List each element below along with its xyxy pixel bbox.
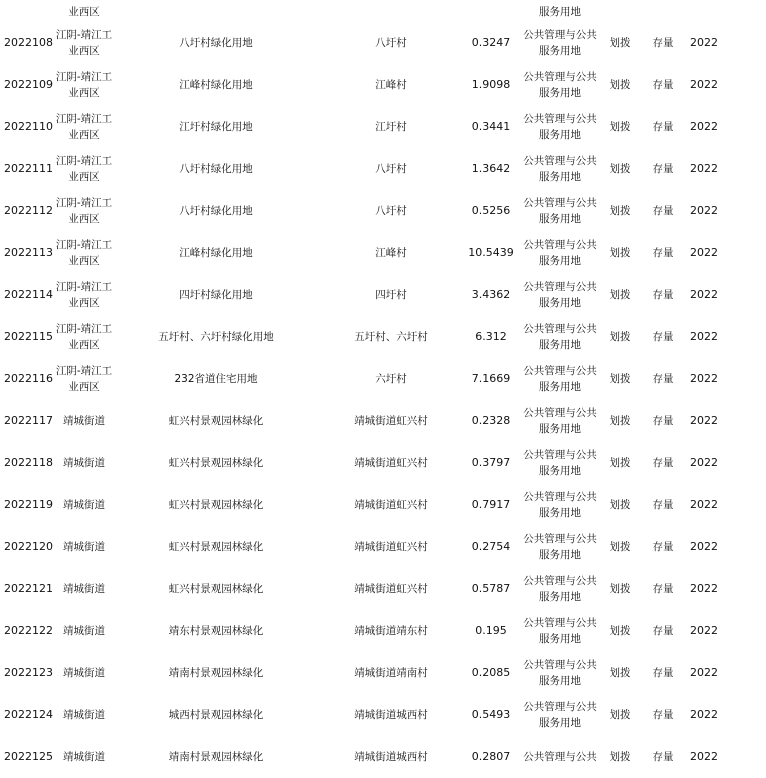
stock-cell: 存量 (652, 709, 674, 721)
table-row (0, 64, 766, 106)
year-cell: 2022 (690, 708, 718, 721)
land-use-cell (518, 148, 602, 190)
district-cell (52, 736, 116, 778)
land-use-line-2: 服务用地 (539, 255, 581, 267)
land-use-cell (518, 232, 602, 274)
land-use-line-1: 公共管理与公共 (523, 155, 597, 167)
land-use-line-1: 公共管理与公共 (523, 617, 597, 629)
village-cell: 江峰村 (375, 247, 407, 259)
district-cell (52, 484, 116, 526)
parcel-id: 2022113 (4, 246, 53, 259)
district-line-1: 江阴-靖江工 (55, 113, 113, 125)
district-cell (52, 190, 116, 232)
supply-mode-cell: 划拨 (609, 205, 631, 217)
supply-mode-cell: 划拨 (609, 709, 631, 721)
supply-mode-cell: 划拨 (609, 751, 631, 763)
year-cell: 2022 (690, 288, 718, 301)
stock-cell: 存量 (652, 247, 674, 259)
district-line-1: 江阴-靖江工 (55, 239, 113, 251)
table-row (0, 190, 766, 232)
district-line-2: 业西区 (68, 381, 100, 393)
area-cell: 1.3642 (471, 162, 511, 175)
supply-mode-cell: 划拨 (609, 163, 631, 175)
area-cell: 0.195 (475, 624, 507, 637)
area-cell: 0.3441 (471, 120, 511, 133)
land-use-cell (518, 736, 602, 778)
district-cell (52, 694, 116, 736)
district-line-1: 靖城街道 (63, 583, 105, 595)
stock-cell: 存量 (652, 79, 674, 91)
stock-cell: 存量 (652, 37, 674, 49)
district-cell (52, 442, 116, 484)
land-use-cell (518, 484, 602, 526)
parcel-name: 虹兴村景观园林绿化 (168, 415, 264, 427)
land-use-cell (518, 442, 602, 484)
land-use-line-2: 服务用地 (539, 591, 581, 603)
land-use-cell (518, 610, 602, 652)
parcel-id: 2022117 (4, 414, 53, 427)
district-line-1: 江阴-靖江工 (55, 29, 113, 41)
village-cell: 靖城街道城西村 (354, 709, 428, 721)
year-cell: 2022 (690, 624, 718, 637)
land-use-line-2: 服务用地 (539, 465, 581, 477)
district-line-2: 业西区 (68, 45, 100, 57)
land-use-cell (518, 652, 602, 694)
village-cell: 六圩村 (375, 373, 407, 385)
area-cell: 0.2328 (471, 414, 511, 427)
parcel-name: 八圩村绿化用地 (179, 205, 253, 217)
parcel-name: 虹兴村景观园林绿化 (168, 583, 264, 595)
year-cell: 2022 (690, 204, 718, 217)
area-cell: 0.3797 (471, 456, 511, 469)
stock-cell: 存量 (652, 205, 674, 217)
parcel-name: 靖东村景观园林绿化 (168, 625, 264, 637)
village-cell: 靖城街道虹兴村 (354, 541, 428, 553)
year-cell: 2022 (690, 414, 718, 427)
land-use-line-1: 公共管理与公共 (523, 751, 597, 763)
village-cell: 靖城街道虹兴村 (354, 499, 428, 511)
land-use-line-2: 服务用地 (539, 507, 581, 519)
stock-cell: 存量 (652, 541, 674, 553)
district-cell (52, 400, 116, 442)
land-use-line-2: 服务用地 (539, 297, 581, 309)
land-use-line-1: 公共管理与公共 (523, 281, 597, 293)
stock-cell: 存量 (652, 457, 674, 469)
land-use-cell (518, 568, 602, 610)
village-cell: 靖城街道城西村 (354, 751, 428, 763)
land-use-line-1: 公共管理与公共 (523, 659, 597, 671)
table-row (0, 694, 766, 736)
area-cell: 0.5493 (471, 708, 511, 721)
district-line-1: 靖城街道 (63, 625, 105, 637)
table-row (0, 274, 766, 316)
village-cell: 江圩村 (375, 121, 407, 133)
area-cell: 1.9098 (471, 78, 511, 91)
land-use-cell (518, 526, 602, 568)
village-cell: 五圩村、六圩村 (354, 331, 428, 343)
year-cell: 2022 (690, 750, 718, 763)
land-use-line-2: 服务用地 (539, 717, 581, 729)
parcel-id: 2022118 (4, 456, 53, 469)
parcel-name: 232省道住宅用地 (174, 373, 258, 385)
area-cell: 7.1669 (471, 372, 511, 385)
area-cell: 6.312 (475, 330, 507, 343)
land-use-line-1: 公共管理与公共 (523, 449, 597, 461)
land-use-cell (518, 106, 602, 148)
table-row (0, 652, 766, 694)
parcel-id: 2022114 (4, 288, 53, 301)
parcel-id: 2022122 (4, 624, 53, 637)
stock-cell: 存量 (652, 289, 674, 301)
land-use-cell (518, 274, 602, 316)
parcel-name: 城西村景观园林绿化 (168, 709, 264, 721)
parcel-id: 2022123 (4, 666, 53, 679)
district-cell (52, 22, 116, 64)
area-cell: 0.5256 (471, 204, 511, 217)
parcel-id: 2022121 (4, 582, 53, 595)
land-use-line-1: 公共管理与公共 (523, 71, 597, 83)
district-line-1: 江阴-靖江工 (55, 323, 113, 335)
parcel-id: 2022111 (4, 162, 53, 175)
supply-mode-cell: 划拨 (609, 499, 631, 511)
land-use-line-1: 公共管理与公共 (523, 365, 597, 377)
parcel-name: 八圩村绿化用地 (179, 163, 253, 175)
parcel-name: 四圩村绿化用地 (179, 289, 253, 301)
district-line-1: 江阴-靖江工 (55, 155, 113, 167)
parcel-name: 江圩村绿化用地 (179, 121, 253, 133)
parcel-name: 江峰村绿化用地 (179, 247, 253, 259)
district-line-1: 靖城街道 (63, 457, 105, 469)
district-line-1: 江阴-靖江工 (55, 281, 113, 293)
village-cell: 靖城街道虹兴村 (354, 583, 428, 595)
district-line-1: 江阴-靖江工 (55, 197, 113, 209)
supply-mode-cell: 划拨 (609, 457, 631, 469)
district-line-1: 江阴-靖江工 (55, 365, 113, 377)
parcel-id: 2022124 (4, 708, 53, 721)
land-use-line-1: 公共管理与公共 (523, 29, 597, 41)
table-row (0, 232, 766, 274)
parcel-id: 2022112 (4, 204, 53, 217)
village-cell: 靖城街道靖东村 (354, 625, 428, 637)
stock-cell: 存量 (652, 415, 674, 427)
supply-mode-cell: 划拨 (609, 373, 631, 385)
table-row (0, 736, 766, 778)
stock-cell: 存量 (652, 121, 674, 133)
supply-mode-cell: 划拨 (609, 121, 631, 133)
district-line-1: 靖城街道 (63, 499, 105, 511)
parcel-id: 2022109 (4, 78, 53, 91)
supply-mode-cell: 划拨 (609, 667, 631, 679)
parcel-id: 2022108 (4, 36, 53, 49)
area-cell: 3.4362 (471, 288, 511, 301)
parcel-id: 2022115 (4, 330, 53, 343)
supply-mode-cell: 划拨 (609, 583, 631, 595)
year-cell: 2022 (690, 330, 718, 343)
land-use-cell (518, 694, 602, 736)
year-cell: 2022 (690, 162, 718, 175)
land-use-line-1: 公共管理与公共 (523, 491, 597, 503)
year-cell: 2022 (690, 498, 718, 511)
parcel-name: 八圩村绿化用地 (179, 37, 253, 49)
district-line-2: 业西区 (68, 87, 100, 99)
land-use-line-1: 公共管理与公共 (523, 533, 597, 545)
district-line-2: 业西区 (68, 297, 100, 309)
supply-mode-cell: 划拨 (609, 415, 631, 427)
village-cell: 八圩村 (375, 163, 407, 175)
parcel-name: 五圩村、六圩村绿化用地 (158, 331, 274, 343)
supply-mode-cell: 划拨 (609, 625, 631, 637)
land-use-line-2: 服务用地 (539, 87, 581, 99)
land-use-line-2: 服务用地 (539, 549, 581, 561)
supply-mode-cell: 划拨 (609, 331, 631, 343)
top-fragment-land-use: 服务用地 (539, 5, 581, 18)
village-cell: 靖城街道靖南村 (354, 667, 428, 679)
year-cell: 2022 (690, 582, 718, 595)
area-cell: 0.3247 (471, 36, 511, 49)
supply-mode-cell: 划拨 (609, 37, 631, 49)
district-cell (52, 358, 116, 400)
table-row (0, 610, 766, 652)
land-use-cell (518, 358, 602, 400)
stock-cell: 存量 (652, 625, 674, 637)
parcel-name: 靖南村景观园林绿化 (168, 667, 264, 679)
stock-cell: 存量 (652, 667, 674, 679)
district-line-1: 靖城街道 (63, 667, 105, 679)
district-cell (52, 148, 116, 190)
village-cell: 靖城街道虹兴村 (354, 457, 428, 469)
parcel-id: 2022119 (4, 498, 53, 511)
stock-cell: 存量 (652, 583, 674, 595)
area-cell: 0.5787 (471, 582, 511, 595)
district-line-2: 业西区 (68, 171, 100, 183)
table-row (0, 22, 766, 64)
village-cell: 靖城街道虹兴村 (354, 415, 428, 427)
table-row (0, 400, 766, 442)
table-row (0, 106, 766, 148)
table-row (0, 148, 766, 190)
land-use-cell (518, 400, 602, 442)
stock-cell: 存量 (652, 373, 674, 385)
district-cell (52, 526, 116, 568)
land-use-line-2: 服务用地 (539, 171, 581, 183)
village-cell: 八圩村 (375, 37, 407, 49)
district-cell (52, 232, 116, 274)
parcel-name: 虹兴村景观园林绿化 (168, 541, 264, 553)
district-cell (52, 106, 116, 148)
land-use-line-1: 公共管理与公共 (523, 239, 597, 251)
year-cell: 2022 (690, 540, 718, 553)
land-use-cell (518, 64, 602, 106)
table-row (0, 358, 766, 400)
district-line-1: 靖城街道 (63, 415, 105, 427)
year-cell: 2022 (690, 120, 718, 133)
land-use-line-2: 服务用地 (539, 45, 581, 57)
village-cell: 江峰村 (375, 79, 407, 91)
stock-cell: 存量 (652, 163, 674, 175)
land-use-line-2: 服务用地 (539, 423, 581, 435)
district-cell (52, 64, 116, 106)
parcel-id: 2022116 (4, 372, 53, 385)
district-line-2: 业西区 (68, 213, 100, 225)
land-use-line-1: 公共管理与公共 (523, 323, 597, 335)
stock-cell: 存量 (652, 331, 674, 343)
parcel-name: 靖南村景观园林绿化 (168, 751, 264, 763)
district-line-1: 靖城街道 (63, 751, 105, 763)
district-line-1: 靖城街道 (63, 709, 105, 721)
stock-cell: 存量 (652, 499, 674, 511)
area-cell: 0.2754 (471, 540, 511, 553)
village-cell: 四圩村 (375, 289, 407, 301)
district-cell (52, 652, 116, 694)
parcel-id: 2022120 (4, 540, 53, 553)
land-use-line-2: 服务用地 (539, 633, 581, 645)
district-line-1: 靖城街道 (63, 541, 105, 553)
year-cell: 2022 (690, 666, 718, 679)
land-use-cell (518, 316, 602, 358)
land-use-cell (518, 22, 602, 64)
land-use-line-1: 公共管理与公共 (523, 575, 597, 587)
village-cell: 八圩村 (375, 205, 407, 217)
table-row (0, 484, 766, 526)
area-cell: 0.2807 (471, 750, 511, 763)
parcel-id: 2022110 (4, 120, 53, 133)
district-cell (52, 274, 116, 316)
district-cell (52, 568, 116, 610)
table-row (0, 568, 766, 610)
supply-mode-cell: 划拨 (609, 289, 631, 301)
area-cell: 0.7917 (471, 498, 511, 511)
supply-mode-cell: 划拨 (609, 541, 631, 553)
land-use-line-1: 公共管理与公共 (523, 701, 597, 713)
district-cell (52, 316, 116, 358)
table-row (0, 442, 766, 484)
year-cell: 2022 (690, 246, 718, 259)
year-cell: 2022 (690, 78, 718, 91)
supply-mode-cell: 划拨 (609, 79, 631, 91)
land-use-line-2: 服务用地 (539, 213, 581, 225)
top-fragment-district: 业西区 (68, 5, 100, 18)
supply-mode-cell: 划拨 (609, 247, 631, 259)
table-row (0, 316, 766, 358)
district-cell (52, 610, 116, 652)
stock-cell: 存量 (652, 751, 674, 763)
parcel-id: 2022125 (4, 750, 53, 763)
area-cell: 10.5439 (468, 246, 514, 259)
land-use-line-1: 公共管理与公共 (523, 197, 597, 209)
land-use-cell (518, 190, 602, 232)
district-line-1: 江阴-靖江工 (55, 71, 113, 83)
parcel-name: 虹兴村景观园林绿化 (168, 457, 264, 469)
year-cell: 2022 (690, 456, 718, 469)
district-line-2: 业西区 (68, 129, 100, 141)
parcel-name: 虹兴村景观园林绿化 (168, 499, 264, 511)
year-cell: 2022 (690, 36, 718, 49)
year-cell: 2022 (690, 372, 718, 385)
land-use-line-2: 服务用地 (539, 339, 581, 351)
land-use-line-1: 公共管理与公共 (523, 113, 597, 125)
land-use-line-2: 服务用地 (539, 675, 581, 687)
land-use-line-2: 服务用地 (539, 381, 581, 393)
district-line-2: 业西区 (68, 255, 100, 267)
table-row (0, 526, 766, 568)
parcel-name: 江峰村绿化用地 (179, 79, 253, 91)
land-use-line-1: 公共管理与公共 (523, 407, 597, 419)
district-line-2: 业西区 (68, 339, 100, 351)
land-use-line-2: 服务用地 (539, 129, 581, 141)
area-cell: 0.2085 (471, 666, 511, 679)
